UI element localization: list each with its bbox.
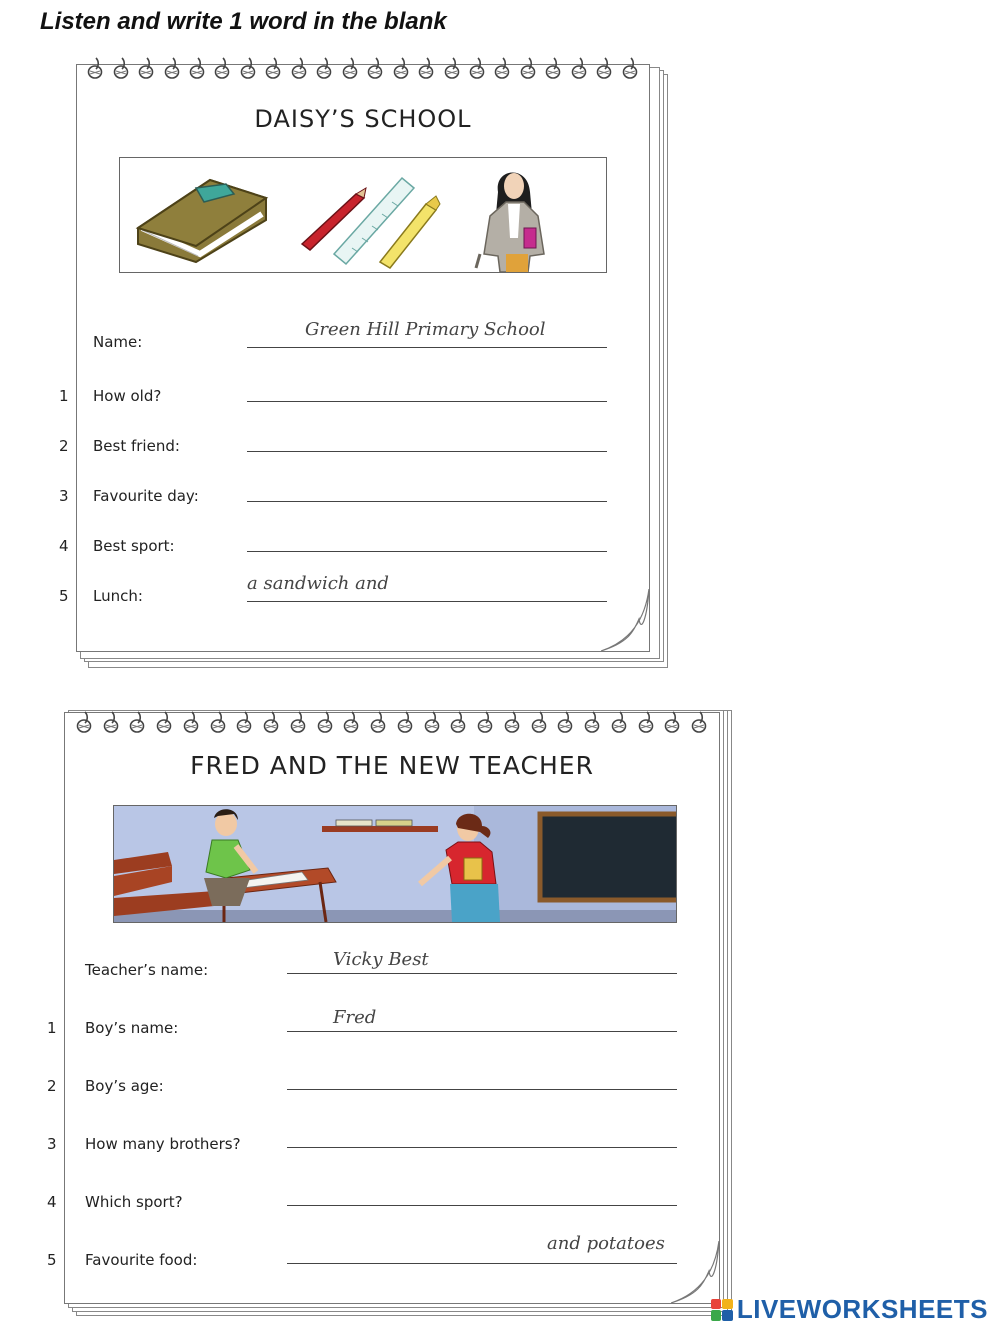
spiral-binding (65, 711, 719, 741)
answer-field-favourite-day[interactable] (247, 477, 607, 501)
spiral-ring-icon (520, 57, 537, 79)
page-curl-icon (601, 589, 651, 653)
answer-line (247, 501, 607, 502)
answer-line (247, 347, 607, 348)
answer-field-how-many-brothers[interactable] (287, 1123, 677, 1147)
spiral-ring-icon (494, 57, 511, 79)
row-label: How old? (93, 387, 162, 405)
girl-figure-icon (476, 172, 544, 272)
spiral-ring-icon (622, 57, 639, 79)
example-answer: a sandwich and (247, 573, 389, 594)
spiral-ring-icon (393, 57, 410, 79)
form-row (77, 319, 649, 357)
row-number: 5 (59, 587, 69, 605)
answer-line (287, 1089, 677, 1090)
answer-field-boys-age[interactable] (287, 1065, 677, 1089)
instruction-heading: Listen and write 1 word in the blank (40, 8, 447, 35)
spiral-ring-icon (290, 711, 307, 733)
spiral-ring-icon (316, 57, 333, 79)
form-row (59, 427, 649, 461)
form-row (47, 1127, 719, 1161)
spiral-ring-icon (370, 711, 387, 733)
form-row (47, 1233, 719, 1277)
spiral-ring-icon (504, 711, 521, 733)
spiral-ring-icon (129, 711, 146, 733)
example-answer: Vicky Best (333, 949, 429, 970)
row-label: Best sport: (93, 537, 175, 555)
row-label: Teacher’s name: (85, 961, 209, 979)
spiral-ring-icon (664, 711, 681, 733)
spiral-ring-icon (87, 57, 104, 79)
form-row (47, 1069, 719, 1103)
spiral-ring-icon (367, 57, 384, 79)
spiral-ring-icon (531, 711, 548, 733)
spiral-ring-icon (317, 711, 334, 733)
spiral-ring-icon (691, 711, 708, 733)
answer-field-best-friend[interactable] (247, 427, 607, 451)
answer-line (287, 1031, 677, 1032)
spiral-ring-icon (189, 57, 206, 79)
spiral-ring-icon (596, 57, 613, 79)
spiral-ring-icon (156, 711, 173, 733)
spiral-ring-icon (477, 711, 494, 733)
form-row (65, 949, 719, 987)
answer-line (247, 451, 607, 452)
spiral-ring-icon (263, 711, 280, 733)
form-row (59, 573, 649, 611)
row-number: 1 (47, 1019, 57, 1037)
notebook-title: FRED AND THE NEW TEACHER (190, 751, 594, 780)
row-number: 4 (59, 537, 69, 555)
notebook-page (59, 64, 650, 652)
answer-field-favourite-food[interactable] (287, 1239, 537, 1263)
row-number: 4 (47, 1193, 57, 1211)
spiral-ring-icon (450, 711, 467, 733)
spiral-ring-icon (424, 711, 441, 733)
spiral-ring-icon (557, 711, 574, 733)
spiral-ring-icon (343, 711, 360, 733)
row-number: 2 (59, 437, 69, 455)
row-label: Boy’s age: (85, 1077, 164, 1095)
answer-field-lunch[interactable] (397, 577, 607, 601)
notebook-title: DAISY’S SCHOOL (254, 105, 472, 133)
spiral-ring-icon (584, 711, 601, 733)
row-label: How many brothers? (85, 1135, 241, 1153)
form-row (59, 477, 649, 511)
row-label: Favourite food: (85, 1251, 198, 1269)
spiral-ring-icon (638, 711, 655, 733)
form-row (59, 527, 649, 561)
spiral-ring-icon (342, 57, 359, 79)
spiral-ring-icon (183, 711, 200, 733)
chalkboard-icon (540, 814, 676, 900)
row-number: 3 (47, 1135, 57, 1153)
answer-line (247, 601, 607, 602)
row-label: Name: (93, 333, 143, 351)
row-number: 2 (47, 1077, 57, 1095)
row-number: 3 (59, 487, 69, 505)
classroom-illustration (113, 805, 677, 923)
spiral-ring-icon (571, 57, 588, 79)
spiral-ring-icon (469, 57, 486, 79)
example-answer: Fred (333, 1007, 377, 1028)
row-number: 5 (47, 1251, 57, 1269)
spiral-ring-icon (265, 57, 282, 79)
row-label: Which sport? (85, 1193, 183, 1211)
example-answer: Green Hill Primary School (305, 319, 546, 340)
answer-line (287, 1205, 677, 1206)
school-supplies-illustration (119, 157, 607, 273)
spiral-ring-icon (210, 711, 227, 733)
notebook-daisys-school (59, 64, 670, 672)
liveworksheets-brand (711, 1294, 988, 1325)
form-row (47, 1007, 719, 1045)
notebook-page (47, 712, 720, 1304)
answer-field-how-old[interactable] (247, 377, 607, 401)
spiral-ring-icon (611, 711, 628, 733)
answer-line (287, 1147, 677, 1148)
spiral-ring-icon (397, 711, 414, 733)
form-row (47, 1185, 719, 1219)
notebook-fred-and-the-new-teacher (47, 712, 734, 1320)
answer-line (247, 401, 607, 402)
answer-line (287, 973, 677, 974)
spiral-ring-icon (164, 57, 181, 79)
spiral-ring-icon (545, 57, 562, 79)
row-label: Boy’s name: (85, 1019, 179, 1037)
answer-field-best-sport[interactable] (247, 527, 607, 551)
row-label: Lunch: (93, 587, 143, 605)
example-answer: and potatoes (547, 1233, 665, 1254)
form-row (59, 377, 649, 411)
spiral-ring-icon (240, 57, 257, 79)
liveworksheets-logo-icon (711, 1299, 733, 1321)
row-label: Favourite day: (93, 487, 199, 505)
spiral-ring-icon (418, 57, 435, 79)
spiral-ring-icon (103, 711, 120, 733)
book-icon (138, 180, 266, 262)
spiral-ring-icon (291, 57, 308, 79)
answer-field-which-sport[interactable] (287, 1181, 677, 1205)
spiral-ring-icon (444, 57, 461, 79)
spiral-ring-icon (236, 711, 253, 733)
brand-name: LIVEWORKSHEETS (736, 1294, 988, 1324)
answer-line (247, 551, 607, 552)
spiral-ring-icon (76, 711, 93, 733)
spiral-binding (77, 57, 649, 87)
spiral-ring-icon (138, 57, 155, 79)
row-label: Best friend: (93, 437, 180, 455)
answer-line (287, 1263, 677, 1264)
spiral-ring-icon (113, 57, 130, 79)
spiral-ring-icon (214, 57, 231, 79)
row-number: 1 (59, 387, 69, 405)
